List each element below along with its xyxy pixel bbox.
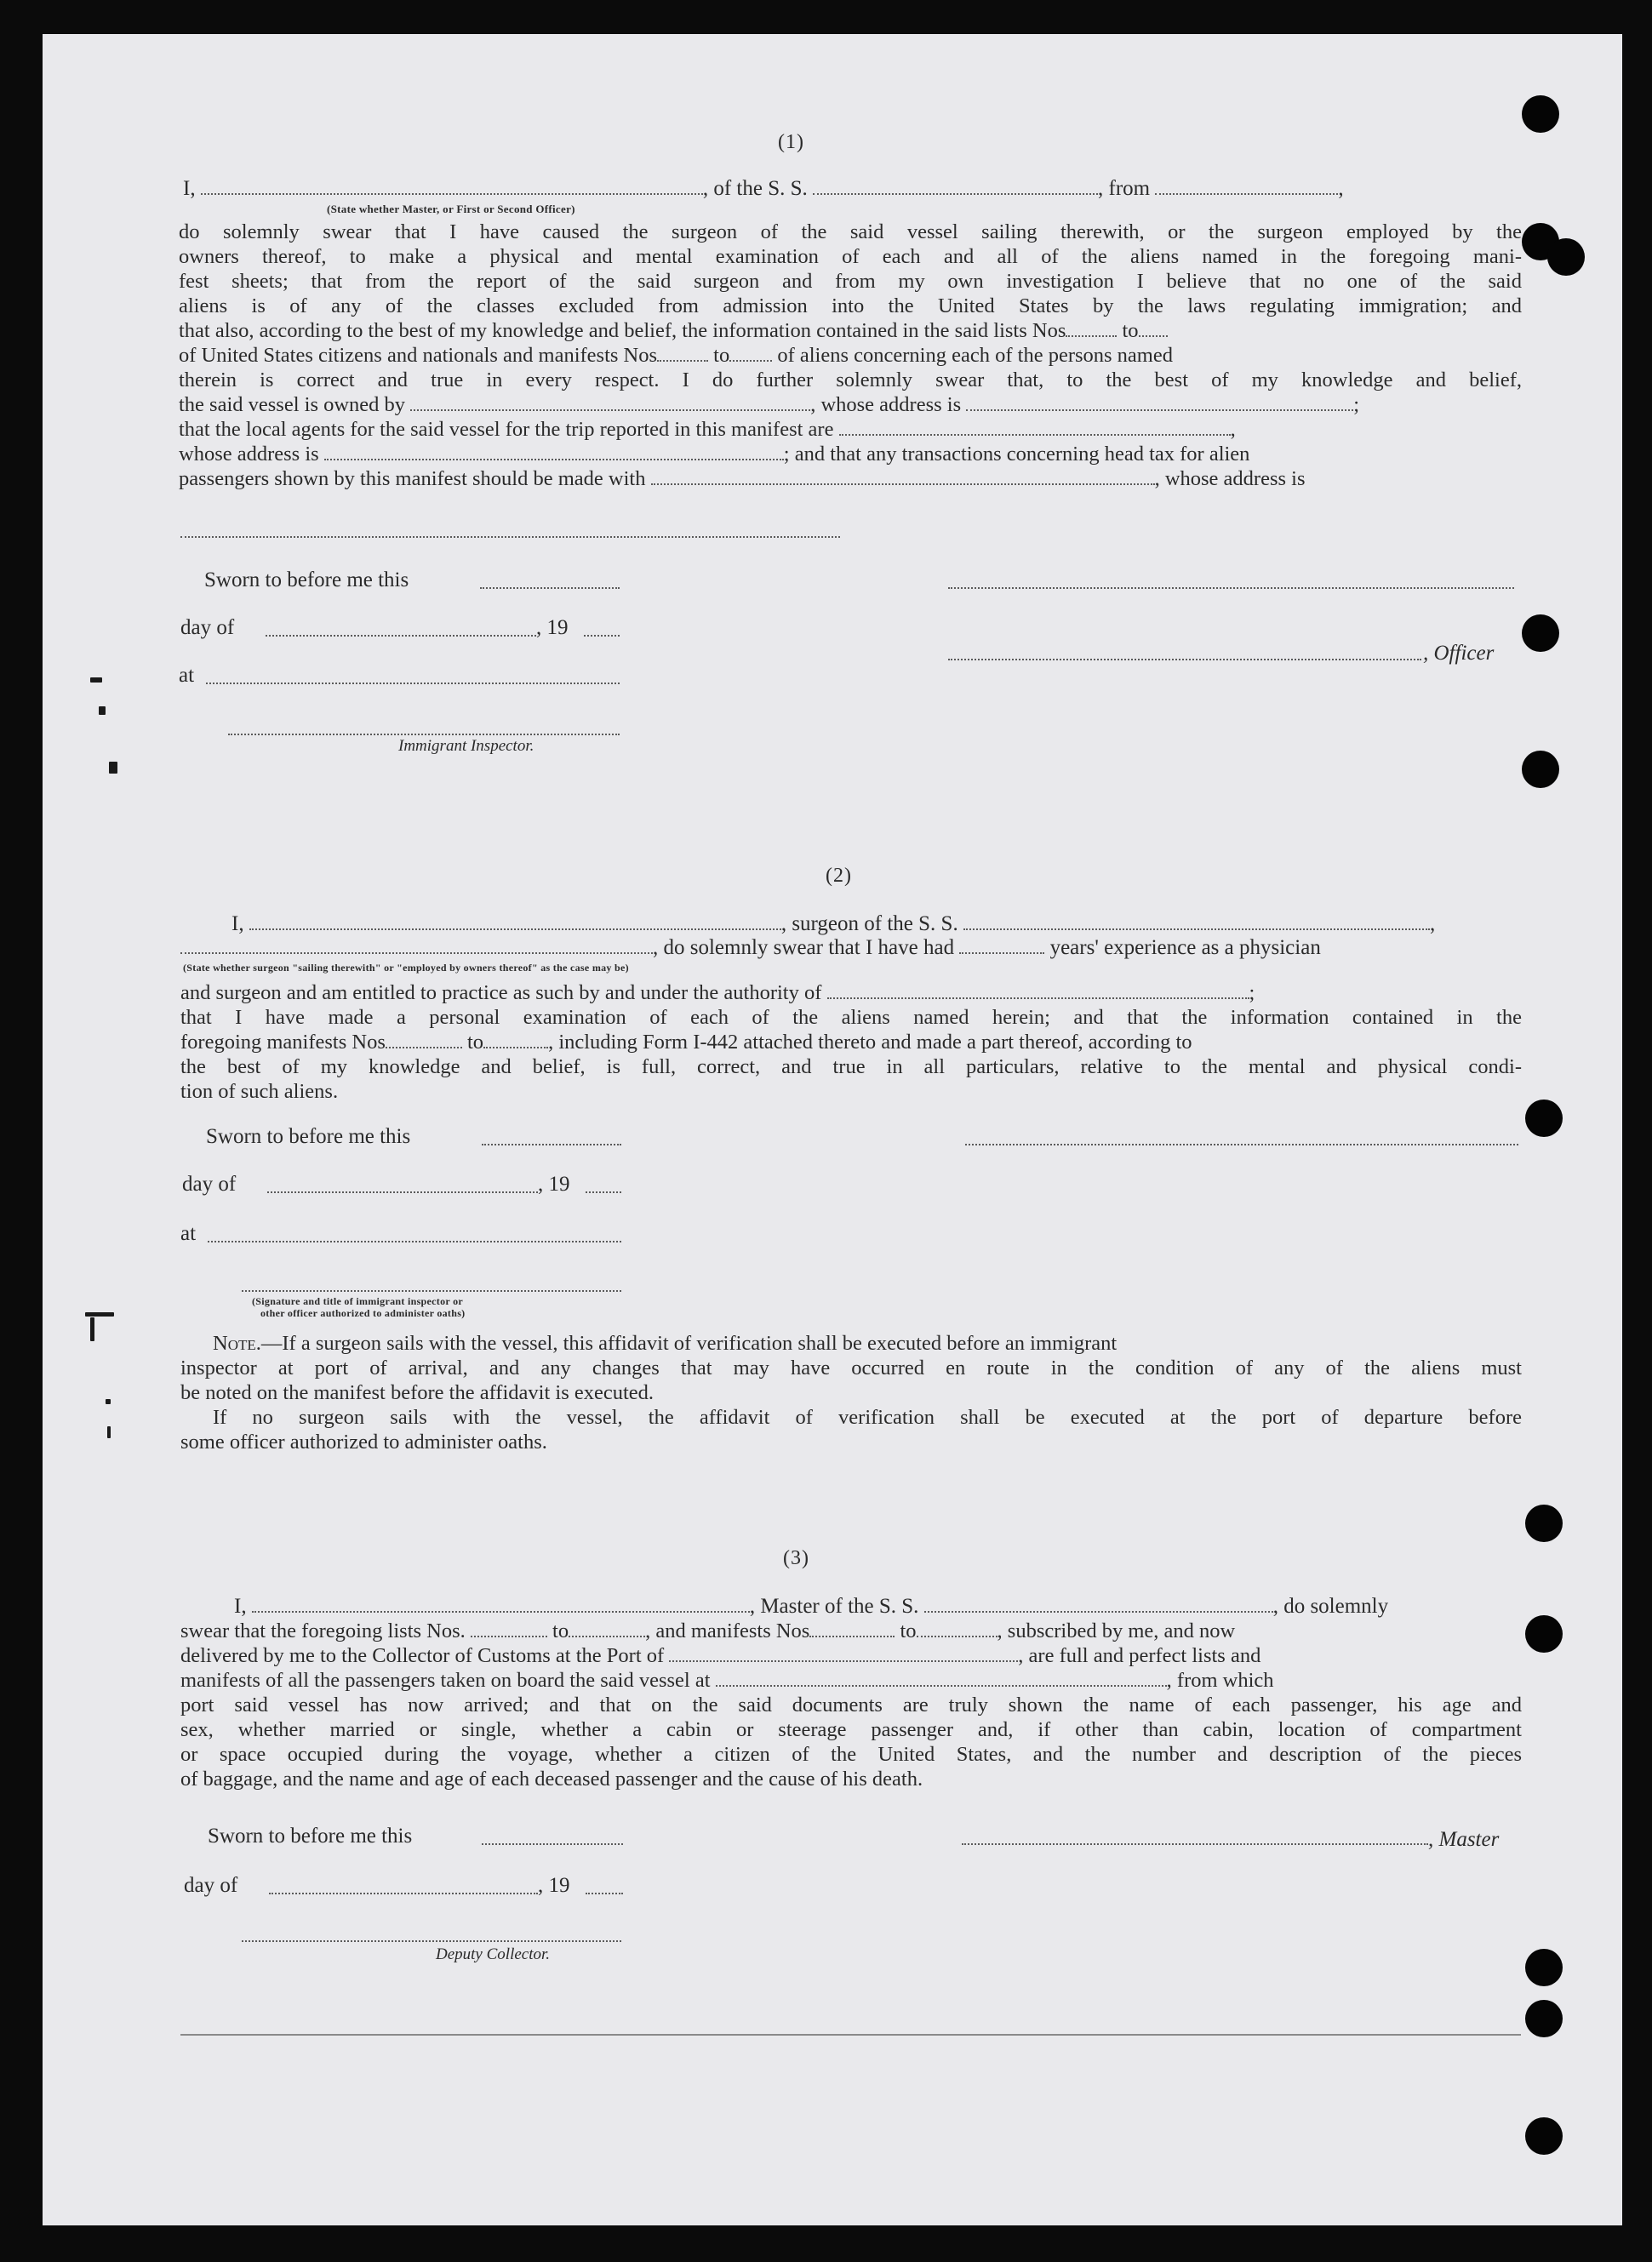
bottom-rule	[180, 2034, 1521, 2036]
master-label: , Master	[1428, 1828, 1500, 1851]
master-vessel-field[interactable]	[924, 1596, 1273, 1613]
lists-from-field[interactable]	[471, 1620, 547, 1637]
vessel-name-field[interactable]	[813, 178, 1098, 195]
para-line: owners thereof, to make a physical and mental examination of each and all of the aliens named in the foregoing mani-	[179, 245, 1522, 268]
day-of-label: day of	[184, 1874, 238, 1897]
note-line-1	[180, 1331, 1522, 1356]
authority-field[interactable]	[827, 982, 1249, 999]
lists-from-field[interactable]	[1066, 320, 1117, 337]
surgeon-name-field[interactable]	[249, 913, 781, 930]
officer-signature-field[interactable]	[948, 659, 1421, 660]
section-3-number: (3)	[783, 1547, 809, 1569]
inspector-label: Immigrant Inspector.	[398, 737, 534, 755]
ink-mark	[85, 1312, 114, 1317]
manifests-to-field[interactable]	[917, 1620, 997, 1637]
text-to: to	[467, 1031, 484, 1054]
at-field[interactable]	[206, 683, 620, 684]
sworn-label: Sworn to before me this	[206, 1125, 411, 1148]
master-officer-note: (State whether Master, or First or Second Officer)	[327, 203, 575, 215]
head-tax-agent-field[interactable]	[651, 468, 1155, 485]
text: manifests of all the passengers taken on board the said vessel at	[180, 1669, 711, 1692]
at-label: at	[180, 1222, 197, 1245]
year-label: , 19	[538, 1874, 570, 1897]
punct: ,	[1338, 177, 1344, 200]
note-line: If no surgeon sails with the vessel, the affidavit of verification shall be executed at the port of departure before	[213, 1406, 1522, 1429]
text: and surgeon and am entitled to practice as such by and under the authority of	[180, 981, 822, 1004]
para-line: tion of such aliens.	[180, 1080, 339, 1103]
day-of-label: day of	[180, 616, 235, 639]
manifests-from-field[interactable]	[657, 345, 708, 362]
text: of aliens concerning each of the persons named	[777, 344, 1173, 367]
master-name-field[interactable]	[252, 1596, 750, 1613]
text: years' experience as a physician	[1049, 936, 1321, 959]
section-3-paragraph	[180, 1619, 1522, 1791]
ink-mark	[99, 706, 106, 715]
text: swear that the foregoing lists Nos.	[180, 1619, 466, 1642]
section-2-number: (2)	[826, 865, 852, 887]
manifests-from-field[interactable]	[386, 1031, 462, 1048]
punch-hole	[1525, 2000, 1563, 2037]
owner-field[interactable]	[410, 394, 810, 411]
text-to: to	[900, 1619, 917, 1642]
para-line-authority: and surgeon and am entitled to practice as such by and under the authority of ;	[180, 981, 1255, 1004]
text: , whose address is	[810, 393, 962, 416]
label-of-ss: , of the S. S.	[702, 177, 808, 200]
para-line: therein is correct and true in every respect. I do further solemnly swear that, to the best of my knowledge and belief,	[179, 368, 1522, 391]
collector-port-field[interactable]	[669, 1645, 1018, 1662]
master-signature-field[interactable]	[962, 1843, 1428, 1845]
section-2-line-1: I, , surgeon of the S. S. ,	[232, 912, 1436, 935]
section-3-line-1	[234, 1595, 1388, 1619]
para-line: or space occupied during the voyage, whether a citizen of the United States, and the number and description of the pieces	[180, 1743, 1522, 1766]
text: of United States citizens and nationals and manifests Nos	[179, 344, 658, 367]
lists-to-field[interactable]	[1139, 320, 1168, 337]
text: whose address is	[179, 443, 319, 466]
section-1-number: (1)	[778, 131, 804, 153]
sig-note-line-1: (Signature and title of immigrant inspector or	[252, 1295, 464, 1307]
boarding-port-field[interactable]	[716, 1670, 1167, 1687]
from-port-field[interactable]	[1155, 178, 1338, 195]
label-from: , from	[1098, 177, 1151, 200]
text: ; and that any transactions concerning head tax for alien	[783, 443, 1250, 466]
punch-hole	[1525, 1100, 1563, 1137]
text: , Master of the S. S.	[749, 1595, 919, 1618]
punch-hole	[1525, 1949, 1563, 1986]
day-of-label: day of	[182, 1173, 237, 1196]
signature-field[interactable]	[948, 587, 1514, 589]
para-line: fest sheets; that from the report of the said surgeon and from my own investigation I believe that no one of the said	[179, 270, 1522, 293]
manifests-to-field[interactable]	[729, 345, 772, 362]
para-line-port	[180, 1643, 1522, 1668]
para-line: that I have made a personal examination of each of the aliens named herein; and that the information contained in the	[180, 1006, 1522, 1029]
sworn-label: Sworn to before me this	[204, 568, 409, 591]
text: , whose address is	[1154, 467, 1306, 490]
inspector-signature-field[interactable]	[228, 734, 620, 735]
officer-name-field[interactable]	[201, 178, 703, 195]
para-line-head-tax	[179, 466, 1522, 491]
sworn-label: Sworn to before me this	[208, 1825, 413, 1848]
year-field[interactable]	[586, 1191, 621, 1193]
document-sheet	[43, 34, 1622, 2225]
note-block	[180, 1331, 1522, 1454]
agents-field[interactable]	[839, 419, 1231, 436]
year-label: , 19	[538, 1173, 570, 1196]
sworn-day-field[interactable]	[482, 1144, 621, 1145]
sig-note-line-2: other officer authorized to administer oaths)	[260, 1307, 466, 1319]
year-label: , 19	[536, 616, 569, 639]
text-to: to	[552, 1619, 569, 1642]
surgeon-vessel-field[interactable]	[963, 913, 1430, 930]
para-line-agents-address	[179, 442, 1522, 466]
punch-hole	[1547, 238, 1585, 276]
manifests-to-field[interactable]	[483, 1031, 548, 1048]
owner-address-field[interactable]	[966, 394, 1353, 411]
text-to: to	[1122, 319, 1139, 342]
para-line: aliens is of any of the classes excluded from admission into the United States by the laws regulating immigration; and	[179, 294, 1522, 317]
agents-address-field[interactable]	[324, 443, 784, 460]
text: , including Form I-442 attached thereto and made a part thereof, according to	[548, 1031, 1192, 1054]
text: , surgeon of the S. S.	[780, 912, 958, 935]
section-1-paragraph	[179, 220, 1522, 491]
para-line: of baggage, and the name and age of each deceased passenger and the cause of his death.	[180, 1768, 923, 1791]
text: —If a surgeon sails with the vessel, this affidavit of verification shall be executed before an immigrant	[260, 1332, 1118, 1355]
text: , subscribed by me, and now	[997, 1619, 1236, 1642]
sworn-day-field[interactable]	[480, 587, 620, 589]
text: , from which	[1166, 1669, 1274, 1692]
day-of-field[interactable]	[269, 1893, 538, 1894]
deputy-signature-field[interactable]	[242, 1940, 621, 1942]
head-tax-address-field[interactable]	[180, 536, 840, 538]
lists-to-field[interactable]	[569, 1620, 645, 1637]
punch-hole	[1525, 2117, 1563, 2155]
para-line: port said vessel has now arrived; and that on the said documents are truly shown the name of each passenger, his age and	[180, 1694, 1522, 1716]
manifests-from-field[interactable]	[809, 1620, 895, 1637]
text: passengers shown by this manifest should be made with	[179, 467, 646, 490]
punch-hole	[1522, 95, 1559, 133]
note-line: inspector at port of arrival, and any changes that may have occurred en route in the condition of any of the aliens must	[180, 1357, 1522, 1379]
punch-hole	[1525, 1615, 1563, 1653]
surgeon-type-field[interactable]	[180, 937, 653, 954]
at-label: at	[179, 664, 195, 687]
para-line-owner: the said vessel is owned by , whose address is ;	[179, 393, 1360, 416]
punch-hole	[1525, 1505, 1563, 1542]
officer-label: , Officer	[1423, 642, 1495, 665]
para-line: the best of my knowledge and belief, is full, correct, and true in all particulars, relative to the mental and physical condi-	[180, 1055, 1522, 1078]
para-line-agents: that the local agents for the said vessel for the trip reported in this manifest are ,	[179, 418, 1236, 441]
text: delivered by me to the Collector of Customs at the Port of	[180, 1644, 665, 1667]
punch-hole	[1522, 614, 1559, 652]
text: , and manifests Nos	[645, 1619, 810, 1642]
day-of-field[interactable]	[267, 1191, 538, 1193]
text-to: to	[713, 344, 730, 367]
para-line-manifests	[179, 343, 1522, 368]
ink-mark	[109, 762, 117, 774]
text: foregoing manifests Nos	[180, 1031, 386, 1054]
text: the said vessel is owned by	[179, 393, 406, 416]
at-field[interactable]	[208, 1241, 621, 1242]
label-i: I,	[234, 1595, 247, 1618]
para-line-manifests	[180, 1030, 1522, 1054]
section-2-line-2	[180, 936, 1321, 960]
para-line: do solemnly swear that I have caused the surgeon of the said vessel sailing therewith, or the surgeon employed by the	[179, 220, 1522, 243]
year-field[interactable]	[584, 635, 620, 637]
deputy-label: Deputy Collector.	[436, 1945, 551, 1963]
ink-mark	[106, 1399, 111, 1404]
day-of-field[interactable]	[266, 635, 536, 637]
year-field[interactable]	[586, 1893, 623, 1894]
surgeon-type-note: (State whether surgeon "sailing therewith" or "employed by owners thereof" as the case may be)	[183, 962, 629, 974]
sworn-day-field[interactable]	[482, 1843, 623, 1845]
text: , do solemnly swear that I have had	[653, 936, 955, 959]
note-label: Note.	[213, 1332, 261, 1355]
text: that also, according to the best of my knowledge and belief, the information contained in the said lists Nos	[179, 319, 1066, 342]
text: that the local agents for the said vessel for the trip reported in this manifest are	[179, 418, 834, 441]
text: , are full and perfect lists and	[1018, 1644, 1261, 1667]
years-field[interactable]	[959, 937, 1044, 954]
para-line-lists	[180, 1619, 1522, 1643]
label-i: I,	[183, 177, 196, 200]
ink-mark	[90, 677, 102, 683]
ink-mark	[90, 1317, 94, 1341]
text: , do solemnly	[1272, 1595, 1389, 1618]
label-i: I,	[232, 912, 244, 935]
note-line: some officer authorized to administer oaths.	[180, 1431, 547, 1454]
para-line: sex, whether married or single, whether a cabin or steerage passenger and, if other than cabin, location of compartment	[180, 1718, 1522, 1741]
note-line: be noted on the manifest before the affidavit is executed.	[180, 1381, 655, 1404]
section-1-line-1	[183, 177, 1523, 201]
para-line-boarded	[180, 1668, 1522, 1693]
signature-field[interactable]	[965, 1144, 1518, 1145]
punch-hole	[1522, 751, 1559, 788]
para-line-lists	[179, 318, 1522, 343]
inspector-signature-field[interactable]	[242, 1290, 621, 1292]
section-2-paragraph	[180, 980, 1522, 1104]
ink-mark	[107, 1426, 111, 1438]
